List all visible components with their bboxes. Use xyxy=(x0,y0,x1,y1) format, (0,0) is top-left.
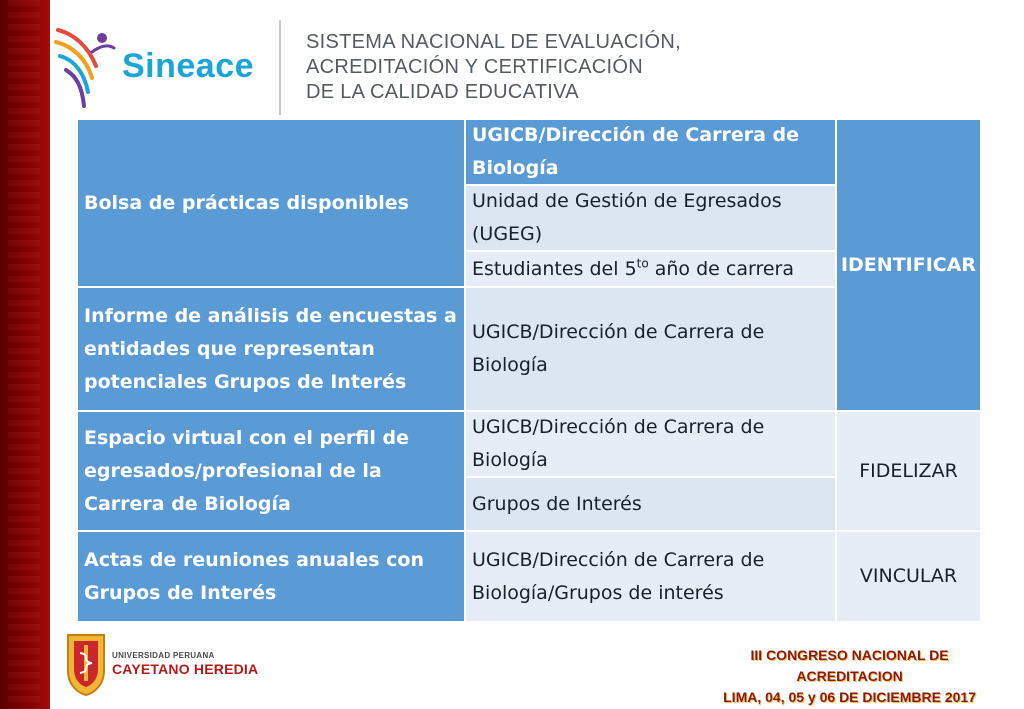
congress-info xyxy=(723,645,976,708)
cell-text: VINCULAR xyxy=(859,565,958,587)
left-decorative-bar xyxy=(0,0,50,709)
cell-text: UGICB/Dirección de Carrera de Biología xyxy=(472,416,765,471)
agency-title-line: SISTEMA NACIONAL DE EVALUACIÓN, xyxy=(306,31,681,53)
table-cell xyxy=(78,532,464,621)
cell-text-part: año de carrera xyxy=(648,257,794,280)
congress-line: ACREDITACION xyxy=(796,668,903,684)
brand-name: Sineace xyxy=(122,47,255,85)
agency-title xyxy=(306,30,681,105)
university-name: CAYETANO HEREDIA xyxy=(112,661,259,677)
table-cell xyxy=(78,412,464,530)
sineace-logo-icon xyxy=(52,22,118,110)
table-cell xyxy=(837,412,980,530)
header-divider xyxy=(279,20,281,115)
cell-text: UGICB/Dirección de Carrera de Biología/Grupos de interés xyxy=(472,548,765,604)
cell-text: UGICB/Dirección de Carrera de Biología xyxy=(472,124,800,179)
table-cell xyxy=(466,532,835,621)
activities-table xyxy=(78,120,980,621)
agency-title-line: ACREDITACIÓN Y CERTIFICACIÓN xyxy=(306,56,643,78)
table-cell xyxy=(466,120,835,184)
congress-line: III CONGRESO NACIONAL DE xyxy=(750,647,949,663)
cell-text: Grupos de Interés xyxy=(472,492,642,515)
cell-text: Bolsa de prácticas disponibles xyxy=(84,191,409,214)
table-cell xyxy=(837,532,980,621)
table-cell xyxy=(466,288,835,410)
university-crest-icon xyxy=(64,631,108,697)
table-cell xyxy=(466,412,835,476)
table-cell xyxy=(78,288,464,410)
cell-text: FIDELIZAR xyxy=(859,459,958,482)
left-bar-texture xyxy=(8,0,40,709)
university-name-small: UNIVERSIDAD PERUANA xyxy=(112,651,215,660)
cell-text: Actas de reuniones anuales con Grupos de Interés xyxy=(84,548,424,604)
table-cell xyxy=(466,478,835,530)
table-cell xyxy=(466,252,835,286)
ordinal-superscript: to xyxy=(636,256,649,271)
cell-text: UGICB/Dirección de Carrera de Biología xyxy=(472,321,765,376)
cell-text: Informe de análisis de encuestas a entidades que representan potenciales Grupos de Interés xyxy=(84,304,457,393)
congress-line: LIMA, 04, 05 y 06 DE DICIEMBRE 2017 xyxy=(723,689,976,705)
agency-title-line: DE LA CALIDAD EDUCATIVA xyxy=(306,81,579,103)
cell-text: IDENTIFICAR xyxy=(840,253,977,276)
cell-text-part: Estudiantes del 5 xyxy=(472,257,637,280)
cell-text: Espacio virtual con el perfil de egresados/profesional de la Carrera de Biología xyxy=(84,426,410,515)
cell-text xyxy=(472,253,794,286)
table-cell xyxy=(78,120,464,286)
table-cell xyxy=(466,186,835,250)
table-cell xyxy=(837,120,980,410)
cell-text: Unidad de Gestión de Egresados (UGEG) xyxy=(472,190,782,245)
